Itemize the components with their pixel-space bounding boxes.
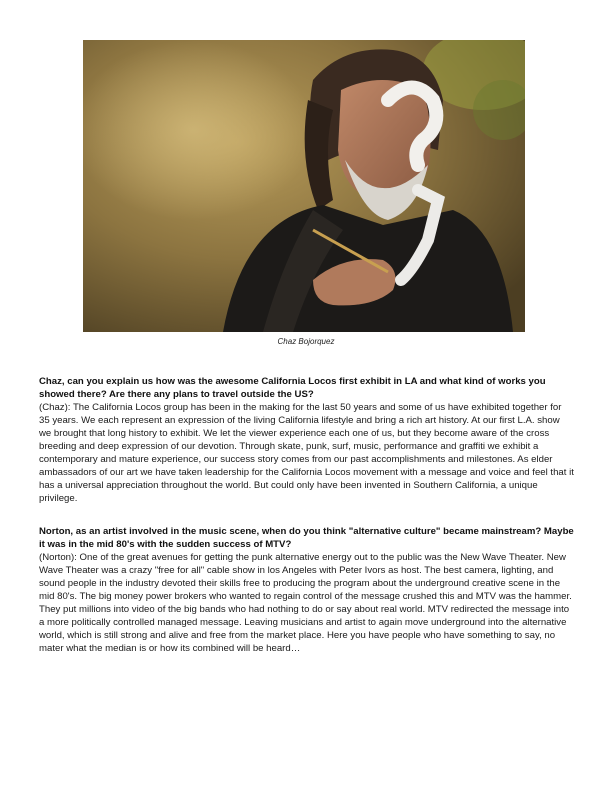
question-chaz: Chaz, can you explain us how was the awesome California Locos first exhibit in LA and what kind of works you showed there? Are there any plans to travel outside the US? <box>39 376 546 400</box>
photo-caption: Chaz Bojorquez <box>277 337 335 346</box>
answer-norton: (Norton): One of the great avenues for getting the punk alternative energy out to the public was the New Wave Theater. New Wave Theater was a crazy "free for all" cable show in los Angeles with Peter Ivors as host. The best camera, lighting, and sound people in the industry devoted their skills free to producing the program about the underground creative scene in the mid 80's. The big money power brokers who wanted to regain control of the message crushed this and MTV was the hammer. They put millions into video of the big bands who had nothing to do or say about real world. MTV redirected the message into a more politically controlled managed message. Leaving musicians and artist to again move underground into the alternative world, which is still strong and alive and free from the market place. Here you have people who have something to say, no mater what the median is or how its combined will be heard… <box>39 552 572 654</box>
answer-chaz: (Chaz): The California Locos group has been in the making for the last 50 years and some of us have exhibited together for 35 years. We each represent an expression of the living California lifestyle and bring a rich art history. At our first L.A. show we brought that long history to exhibit. We let the viewer experience each one of us, but they become aware of the cross breeding and deep expression of our devotion. Through skate, punk, surf, music, performance and graffiti we exhibit a contemporary and mature experience, our success story comes from our past accomplishments and milestones. As elder ambassadors of our art we have taken leadership for the California Locos movement with a message and voice and feel that it has a universal appreciation throughout the world. But could only have been invented in Southern California, a unique privilege. <box>39 402 574 504</box>
question-norton: Norton, as an artist involved in the music scene, when do you think "alternative culture" became mainstream? Maybe it was in the mid 80's with the sudden success of MTV? <box>39 526 574 550</box>
qa-block-norton <box>39 525 574 655</box>
portrait-photo <box>83 40 525 332</box>
qa-block-chaz <box>39 375 574 505</box>
